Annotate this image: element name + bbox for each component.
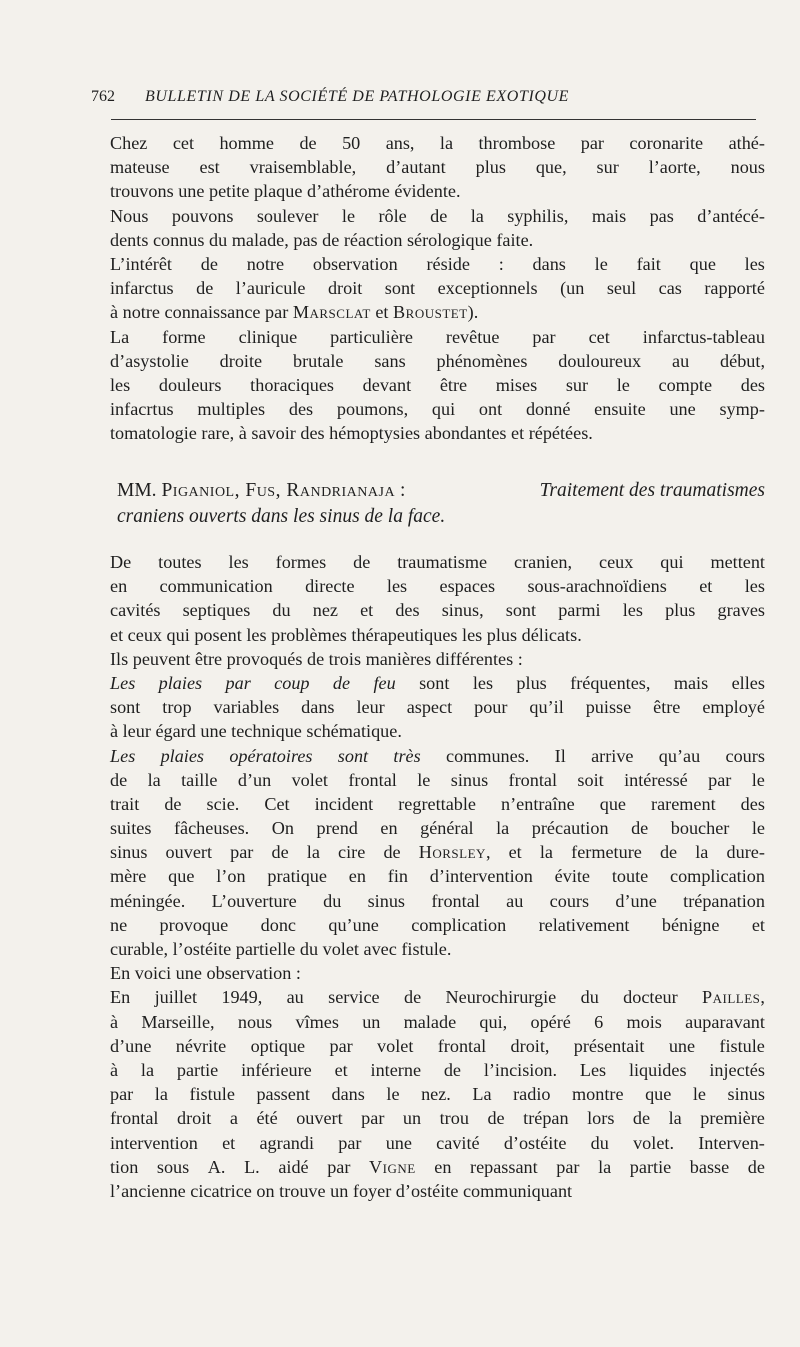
paragraph: [110, 550, 765, 647]
paragraph: [110, 961, 765, 985]
text-line: En voici une observation :: [110, 963, 301, 984]
text-line: infarctus de l’auricule droit sont exceptionnels (un seul cas rapporté: [110, 278, 765, 299]
text-line: à la partie inférieure et interne de l’incision. Les liquides injectés: [110, 1059, 765, 1080]
text-line: infacrtus multiples des poumons, qui ont donné ensuite une symp-: [110, 399, 765, 420]
text-line: mère que l’on pratique en fin d’intervention évite toute complication: [110, 866, 765, 887]
text-line: ne provoque donc qu’une complication relativement bénigne et: [110, 914, 765, 935]
text-line: frontal droit a été ouvert par un trou de trépan lors de la première: [110, 1108, 765, 1129]
text-line: tion sous A. L. aidé par Vigne en repassant par la partie basse de: [110, 1156, 765, 1177]
text-line: dents connus du malade, pas de réaction sérologique faite.: [110, 229, 534, 250]
paragraph: [110, 671, 765, 744]
article-authors: Piganiol, Fus, Randrianaja: [161, 480, 396, 501]
text-line: sont trop variables dans leur aspect pour qu’il puisse être employé: [110, 697, 765, 718]
paragraph: [110, 204, 765, 252]
text-line: cavités septiques du nez et des sinus, sont parmi les plus graves: [110, 600, 765, 621]
text-line: l’ancienne cicatrice on trouve un foyer d’ostéite communiquant: [110, 1180, 573, 1201]
text-line: à leur égard une technique schématique.: [110, 721, 402, 742]
paragraph: [110, 252, 765, 325]
article-title-part2: craniens ouverts dans les sinus de la face.: [117, 506, 446, 527]
text-line: curable, l’ostéite partielle du volet avec fistule.: [110, 939, 452, 959]
text-line: méningée. L’ouverture du sinus frontal au cours d’une trépanation: [110, 890, 765, 911]
running-header: [91, 88, 759, 118]
text-line: suites fâcheuses. On prend en général la précaution de boucher le: [110, 818, 765, 839]
paragraph: [110, 744, 765, 962]
text-line: sinus ouvert par de la cire de Horsley, et la fermeture de la dure-: [110, 842, 765, 863]
text-line: trait de scie. Cet incident regrettable n’entraîne que rarement des: [110, 793, 765, 814]
text-line: d’une névrite optique par volet frontal droit, présentait une fistule: [110, 1035, 765, 1056]
text-line: à Marseille, nous vîmes un malade qui, opéré 6 mois auparavant: [110, 1011, 765, 1032]
paragraph: [110, 131, 765, 204]
text-line: L’intérêt de notre observation réside : dans le fait que les: [110, 253, 765, 274]
authors-prefix: MM.: [117, 480, 162, 501]
article-heading-line1: [91, 478, 765, 504]
text-line: De toutes les formes de traumatisme cranien, ceux qui mettent: [110, 552, 765, 572]
running-title: BULLETIN DE LA SOCIÉTÉ DE PATHOLOGIE EXOTIQUE: [145, 88, 570, 105]
text-line: intervention et agrandi par une cavité d’ostéite du volet. Interven-: [110, 1132, 765, 1153]
text-line: Nous pouvons soulever le rôle de la syphilis, mais pas d’antécé-: [110, 205, 765, 226]
text-line: en communication directe les espaces sous-arachnoïdiens et les: [110, 576, 765, 597]
text-line: mateuse est vraisemblable, d’autant plus que, sur l’aorte, nous: [110, 157, 765, 178]
text-line: les douleurs thoraciques devant être mises sur le compte des: [110, 374, 765, 395]
header-rule: [111, 119, 756, 120]
text-line: tomatologie rare, à savoir des hémoptysies abondantes et répétées.: [110, 423, 593, 444]
paragraph: [110, 647, 765, 671]
bottom-text-block: [110, 550, 765, 1203]
paragraph: [110, 325, 765, 446]
text-line: trouvons une petite plaque d’athérome évidente.: [110, 181, 461, 202]
text-line: par la fistule passent dans le nez. La radio montre que le sinus: [110, 1084, 765, 1105]
article-title-part1: Traitement des traumatismes: [539, 480, 765, 501]
authors-separator: :: [395, 480, 406, 501]
text-line: Les plaies opératoires sont très communes. Il arrive qu’au cours: [110, 745, 765, 766]
text-line: Chez cet homme de 50 ans, la thrombose par coronarite athé-: [110, 133, 765, 153]
paragraph: [110, 985, 765, 1203]
top-text-block: [110, 131, 765, 445]
text-line: et ceux qui posent les problèmes thérapeutiques les plus délicats.: [110, 624, 582, 645]
text-line: Les plaies par coup de feu sont les plus fréquentes, mais elles: [110, 672, 765, 693]
text-line: à notre connaissance par Marsclat et Broustet ).: [110, 302, 479, 323]
text-line: La forme clinique particulière revêtue par cet infarctus-tableau: [110, 326, 765, 347]
text-line: En juillet 1949, au service de Neurochirurgie du docteur Pailles,: [110, 987, 765, 1008]
text-line: d’asystolie droite brutale sans phénomènes douloureux au début,: [110, 350, 765, 371]
text-line: de la taille d’un volet frontal le sinus frontal soit intéressé par le: [110, 769, 765, 790]
article-heading: [91, 478, 765, 530]
page-number: 762: [91, 88, 115, 105]
text-line: Ils peuvent être provoqués de trois manières différentes :: [110, 648, 523, 669]
